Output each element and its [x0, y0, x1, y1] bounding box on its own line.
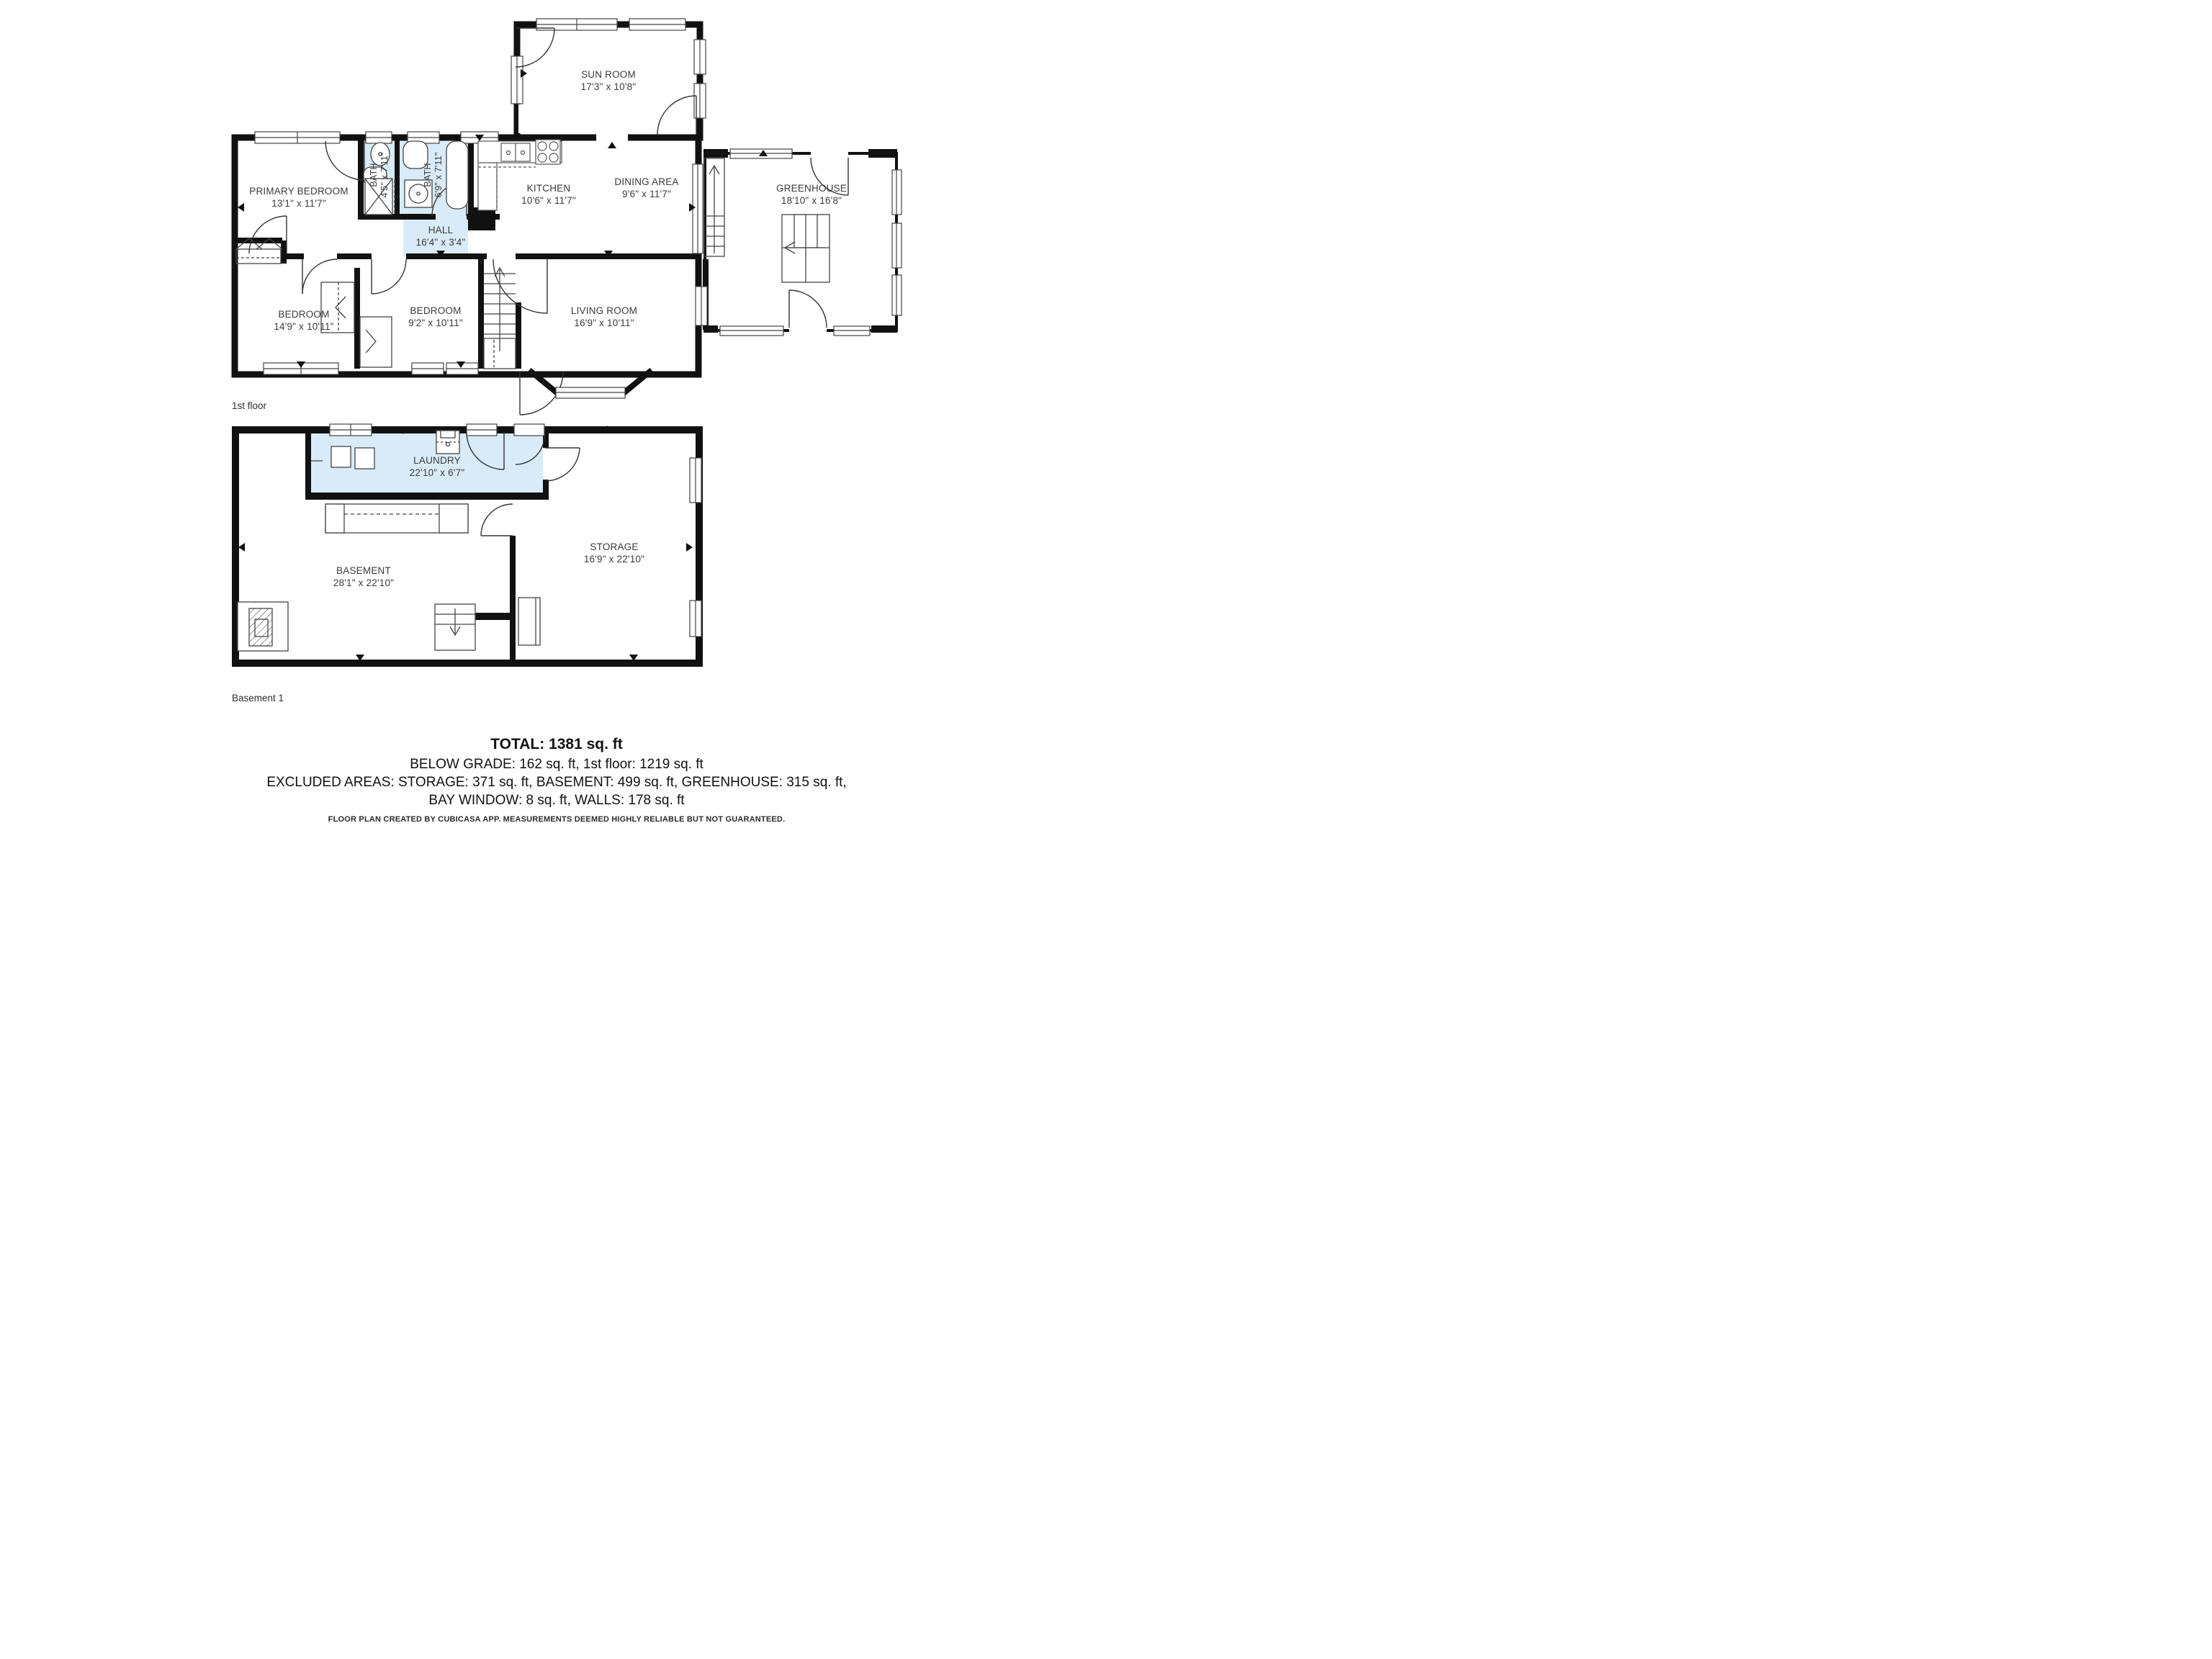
room-label-bath-2: BATH 6'9" x 7'11": [423, 152, 444, 198]
basement-workbench: [325, 504, 468, 533]
room-label-basement: BASEMENT 28'1" x 22'10": [333, 565, 395, 588]
room-label-primary-bedroom: PRIMARY BEDROOM 13'1" x 11'7": [249, 186, 349, 209]
below-grade-line: BELOW GRADE: 162 sq. ft, 1st floor: 1219 sq. ft: [410, 757, 703, 772]
room-label-hall: HALL 16'4" x 3'4": [415, 225, 466, 248]
room-label-kitchen: KITCHEN 10'6" x 11'7": [521, 183, 576, 206]
storage-shelf: [518, 598, 540, 645]
area-summary: [0, 736, 1113, 810]
total-area: TOTAL: 1381 sq. ft: [490, 736, 623, 752]
floor-plan-page: [0, 0, 1113, 835]
floor1-interior-walls: [232, 136, 709, 369]
room-label-sun-room: SUN ROOM 17'3" x 10'8": [580, 69, 637, 92]
room-label-living-room: LIVING ROOM 16'9" x 10'11": [570, 305, 638, 328]
room-label-bath-1: BATH 4'5" x 7'11": [369, 152, 390, 198]
room-label-laundry: LAUNDRY 22'10" x 6'7": [409, 455, 465, 478]
room-label-storage: STORAGE 16'9" x 22'10": [583, 541, 645, 565]
basement-tag: Basement 1: [232, 693, 284, 703]
room-label-greenhouse: GREENHOUSE 18'10" x 16'8": [775, 183, 848, 206]
greenhouse-corner-walls: [703, 149, 897, 333]
floor1-door-arcs: [249, 28, 848, 415]
room-label-bedroom-left: BEDROOM 14'9" x 10'11": [274, 309, 334, 332]
excluded-areas-line-2: BAY WINDOW: 8 sq. ft, WALLS: 178 sq. ft: [428, 793, 685, 808]
room-label-bedroom-mid: BEDROOM 9'2" x 10'11": [408, 305, 463, 328]
basement-stairs: [435, 604, 475, 650]
disclaimer: FLOOR PLAN CREATED BY CUBICASA APP. MEASUREMENTS DEEMED HIGHLY RELIABLE BUT NOT GUARANTEED.: [328, 815, 786, 824]
furnace: [238, 602, 288, 651]
room-label-dining-area: DINING AREA 9'6" x 11'7": [614, 176, 679, 199]
excluded-areas-line-1: EXCLUDED AREAS: STORAGE: 371 sq. ft, BASEMENT: 499 sq. ft, GREENHOUSE: 315 sq. ft,: [266, 775, 847, 790]
floor1-tag: 1st floor: [232, 400, 267, 411]
floor-plan-drawing: [0, 0, 1113, 835]
